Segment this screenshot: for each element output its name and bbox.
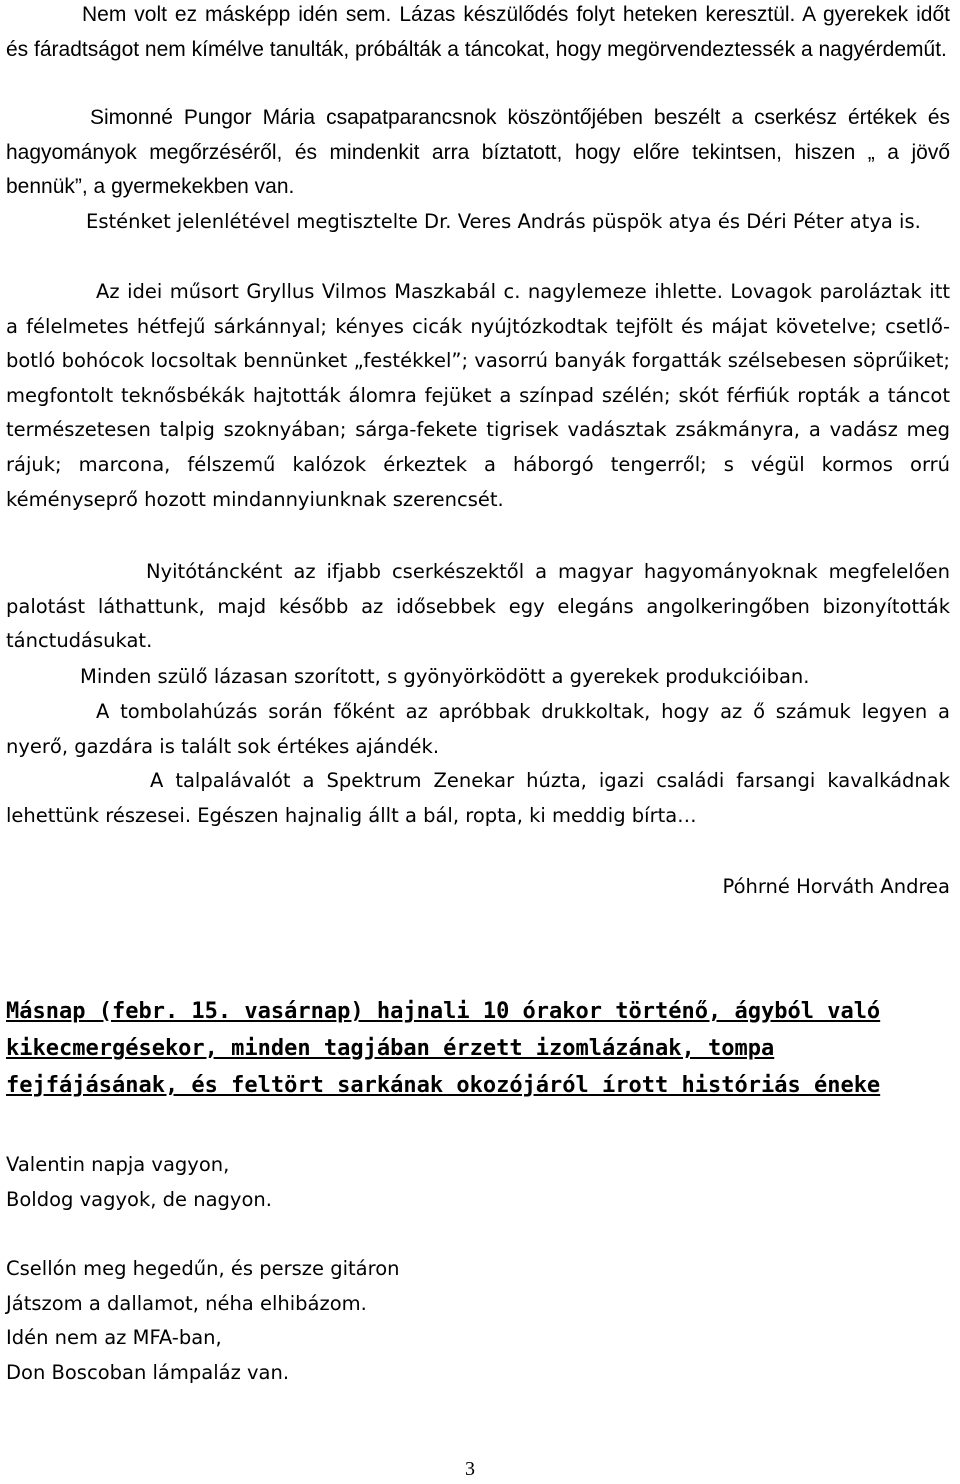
paragraph-parents: Minden szülő lázasan szorított, s gyönyörködött a gyerekek produkcióiban. (80, 665, 810, 688)
poem-line: Csellón meg hegedűn, és persze gitáron (6, 1257, 400, 1280)
author-signature: Póhrné Horváth Andrea (722, 875, 950, 898)
poem-line: Idén nem az MFA-ban, (6, 1326, 222, 1349)
poem-line: Játszom a dallamot, néha elhibázom. (6, 1291, 367, 1315)
paragraph-program: Az idei műsort Gryllus Vilmos Maszkabál c. nagylemeze ihlette. Lovagok paroláztak itt a félelmetes hétfejű sárkánnyal; kényes cicák nyújtózkodtak tejfölt és májat követelve; csetlő-botló bohócok locsoltak bennünket „festékkel”; vasorrú banyák forgatták szélsebesen söprűiket; megfontolt teknősbékák hajtották álomra fejüket a színpad szélén; skót férfiúk ropták a táncot természetesen talpig szoknyában; sárga-fekete tigrisek vadásztak zsákmányra, a vadász meg rájuk; marcona, félszemű kalózok érkeztek a háborgó tengerről; s végül kormos orrú kéményseprő hozott mindannyiunknak szerencsét. (6, 280, 950, 511)
poem-stanza-1 (6, 1148, 272, 1217)
paragraph-raffle: A tombolahúzás során főként az apróbbak drukkoltak, hogy az ő számuk legyen a nyerő, gazdára is talált sok értékes ajándék. (6, 700, 950, 758)
poem-line: Don Boscoban lámpaláz van. (6, 1360, 290, 1384)
paragraph-preparation: Nem volt ez másképp idén sem. Lázas készülődés folyt heteken keresztül. A gyerekek időt és fáradtságot nem kímélve tanulták, próbálták a táncokat, hogy megörvendeztessék a nagyérdeműt. (6, 3, 950, 61)
paragraph-guests: Esténket jelenlétével megtisztelte Dr. Veres András püspök atya és Déri Péter atya is. (86, 210, 921, 233)
poem-heading: Másnap (febr. 15. vasárnap) hajnali 10 órakor történő, ágyból való kikecmergésekor, minden tagjában érzett izomlázának, tompa fejfájásának, és feltört sarkának okozójáról írott históriás éneke (6, 999, 881, 1098)
poem-line: Valentin napja vagyon, (6, 1153, 230, 1176)
paragraph-opening-dance: Nyitótáncként az ifjabb cserkészektől a magyar hagyományoknak megfelelően palotást láthattunk, majd később az idősebbek egy elegáns angolkeringőben bizonyították tánctudásukat. (6, 560, 950, 653)
paragraph-welcome-speech: Simonné Pungor Mária csapatparancsnok köszöntőjében beszélt a cserkész értékek és hagyományok megőrzéséről, és mindenkit arra bíztatott, hogy előre tekintsen, hiszen „ a jövő bennük”, a gyermekekben van. (6, 106, 950, 199)
page-number: 3 (465, 1458, 475, 1480)
poem-line: Boldog vagyok, de nagyon. (6, 1187, 272, 1211)
paragraph-band: A talpalávalót a Spektrum Zenekar húzta, igazi családi farsangi kavalkádnak lehettünk részesei. Egészen hajnalig állt a bál, ropta, ki meddig bírta… (6, 769, 950, 827)
poem-stanza-2 (6, 1252, 400, 1390)
